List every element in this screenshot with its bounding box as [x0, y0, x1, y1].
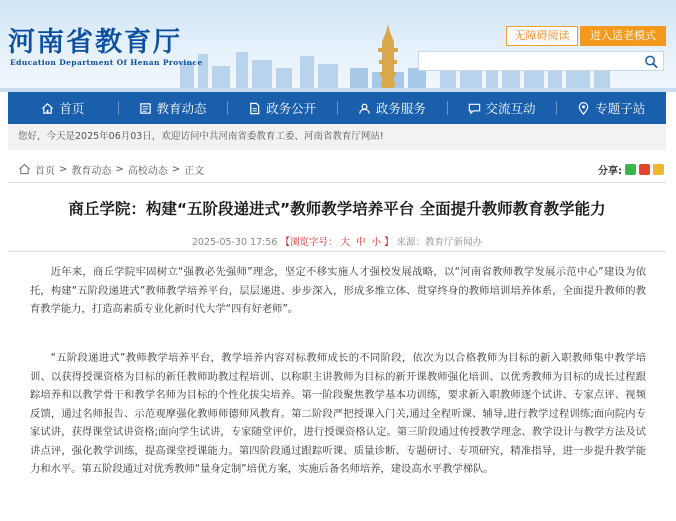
qzone-icon[interactable] — [653, 164, 664, 175]
header-banner — [0, 0, 676, 92]
meta-divider — [8, 251, 666, 252]
nav-item-interaction[interactable] — [447, 92, 557, 124]
article-paragraph: “五阶段递进式”教师教学培养平台，教学培养内容对标教师成长的不同阶段，依次为以合格教师为目标的新入职教师集中教学培训、以获得授课资格为目标的新任教师助教过程培训、以称职主讲教师为目标的新开课教师强化培训、以优秀教师为目标的成长过程跟踪培养和以教学骨干和教学名师为目标的个性化拔尖培养。第一阶段聚焦教学基本功训练，要求新入职教师逐个试讲、专家点评、视频反馈，通过名师报告、示范观摩强化教师师德师风教育。第二阶段严把授课入门关,通过全程听课、辅导,进行教学过程训练;面向院内专家试讲，获得课堂试讲资格;面向学生试讲，专家随堂评价，进行授课资格认定。第三阶段通过传授教学理念、教学设计与教学方法及试讲点评，强化教学训练，提高课堂授课能力。第四阶段通过跟踪听课、质量诊断、专题研讨、专项研究，精准指导，进一步提升教学能力和水平。第五阶段通过对优秀教师“量身定制”培优方案，实施后备名师培养，建设高水平教学梯队。 — [30, 352, 646, 475]
elder-mode-button[interactable]: 进入适老模式 — [580, 26, 666, 46]
breadcrumb-current: 正文 — [184, 165, 205, 177]
share-label: 分享: — [598, 165, 622, 177]
nav-item-government-affairs[interactable] — [227, 92, 337, 124]
nav-item-label: 政务服务 — [375, 101, 426, 116]
nav-item-label: 教育动态 — [156, 101, 207, 116]
article-date: 2025-05-30 17:56 — [191, 237, 278, 248]
weibo-icon[interactable] — [639, 164, 650, 175]
wechat-icon[interactable] — [625, 164, 636, 175]
nav-item-label: 首页 — [59, 101, 85, 116]
nav-item-special-sites[interactable] — [556, 92, 666, 124]
greeting-bar: 您好，今天是2025年06月03日，欢迎访问中共河南省委教育工委、河南省教育厅网站! — [8, 124, 666, 150]
font-size-large-button[interactable]: 大 — [340, 237, 351, 248]
font-size-prefix: 【浏览字号： — [280, 237, 338, 248]
accessibility-reading-button[interactable]: 无障碍阅读 — [506, 26, 578, 46]
font-size-suffix: 】 — [384, 237, 394, 248]
search-box — [418, 51, 664, 71]
font-size-medium-button[interactable]: 中 — [356, 237, 366, 248]
home-icon — [41, 102, 54, 115]
breadcrumb-separator: > — [115, 163, 124, 175]
nav-item-government-services[interactable] — [337, 92, 447, 124]
article-meta — [8, 234, 666, 248]
nav-item-label: 专题子站 — [595, 101, 646, 116]
breadcrumb-separator: > — [171, 163, 181, 175]
breadcrumb-separator: > — [59, 163, 68, 175]
breadcrumb-education-news[interactable]: 教育动态 — [71, 165, 112, 177]
service-icon — [358, 102, 371, 115]
site-logo-english: Education Department Of Henan Province — [10, 58, 203, 67]
nav-item-label: 交流互动 — [485, 101, 536, 116]
breadcrumb — [18, 161, 204, 177]
chat-icon — [468, 102, 481, 115]
news-icon — [139, 102, 152, 115]
search-input[interactable] — [423, 54, 633, 68]
article-source: 来源：教育厅新闻办 — [396, 237, 483, 248]
document-icon — [248, 102, 261, 115]
breadcrumb-divider — [8, 182, 666, 183]
font-size-small-button[interactable]: 小 — [371, 237, 382, 248]
share-bar — [598, 161, 664, 177]
nav-item-education-news[interactable] — [118, 92, 228, 124]
main-nav — [8, 92, 666, 124]
search-icon[interactable] — [643, 54, 659, 69]
nav-item-home[interactable] — [8, 92, 118, 124]
breadcrumb-home[interactable]: 首页 — [35, 165, 55, 177]
location-icon — [577, 102, 590, 115]
nav-item-label: 政务公开 — [266, 101, 317, 116]
site-logo-text[interactable]: 河南省教育厅 — [8, 27, 182, 58]
article-paragraph: 近年来，商丘学院牢固树立“强教必先强师”理念，坚定不移实施人才强校发展战略，以“河南省教师教学发展示范中心”建设为依托，构建“五阶段递进式”教师教学培养平台，层层递进、步步深入，形成多维立体、贯穿终身的教师培训培养体系，全面提升教师的教育教学能力，打造高素质专业化新时代大学“四有好老师”。 — [30, 266, 646, 315]
article-title: 商丘学院：构建“五阶段递进式”教师教学培养平台 全面提升教师教育教学能力 — [68, 200, 606, 218]
home-icon — [18, 163, 31, 175]
breadcrumb-university-news[interactable]: 高校动态 — [127, 165, 168, 177]
